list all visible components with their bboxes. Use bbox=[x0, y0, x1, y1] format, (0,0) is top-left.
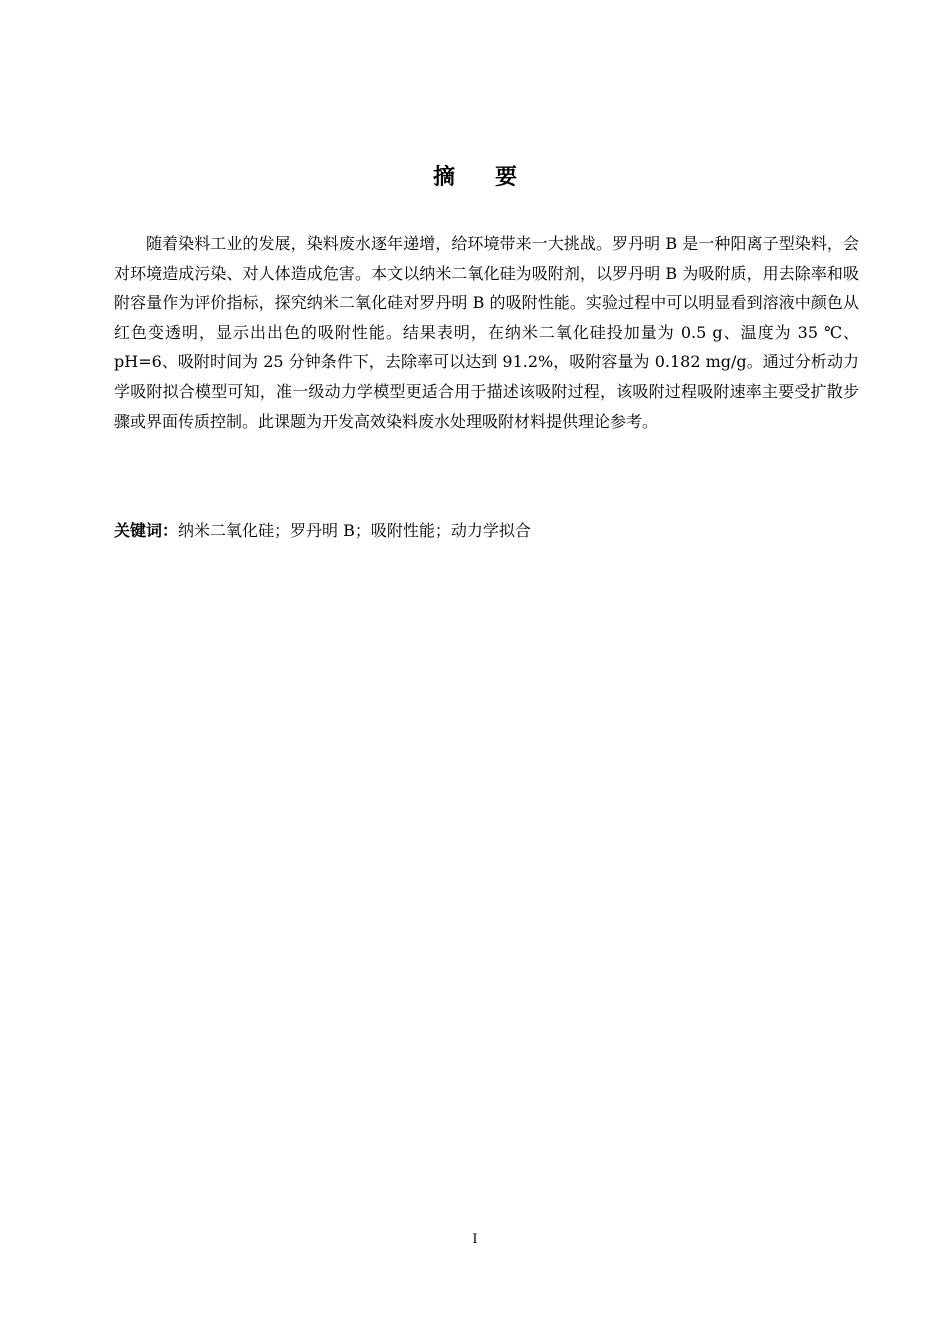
page-title bbox=[0, 160, 950, 196]
keywords-label: 关键词： bbox=[114, 521, 179, 540]
title-char-2: 要 bbox=[495, 165, 518, 190]
page-number: I bbox=[472, 1232, 478, 1247]
abstract-paragraph: 随着染料工业的发展，染料废水逐年递增，给环境带来一大挑战。罗丹明 B 是一种阳离子型染料，会对环境造成污染、对人体造成危害。本文以纳米二氧化硅为吸附剂，以罗丹明 B 为吸附质，用去除率和吸附容量作为评价指标，探究纳米二氧化硅对罗丹明 B 的吸附性能。实验过程中可以明显看到溶液中颜色从红色变透明，显示出出色的吸附性能。结果表明，在纳米二氧化硅投加量为 0.5 g、温度为 35 ℃、pH=6、吸附时间为 25 分钟条件下，去除率可以达到 91.2%，吸附容量为 0.182 mg/g。通过分析动力学吸附拟合模型可知，准一级动力学模型更适合用于描述该吸附过程，该吸附过程吸附速率主要受扩散步骤或界面传质控制。此课题为开发高效染料废水处理吸附材料提供理论参考。 bbox=[114, 234, 859, 431]
keywords-line bbox=[114, 516, 859, 546]
keywords-text: 纳米二氧化硅；罗丹明 B；吸附性能；动力学拟合 bbox=[178, 521, 531, 540]
title-char-1: 摘 bbox=[432, 165, 455, 190]
